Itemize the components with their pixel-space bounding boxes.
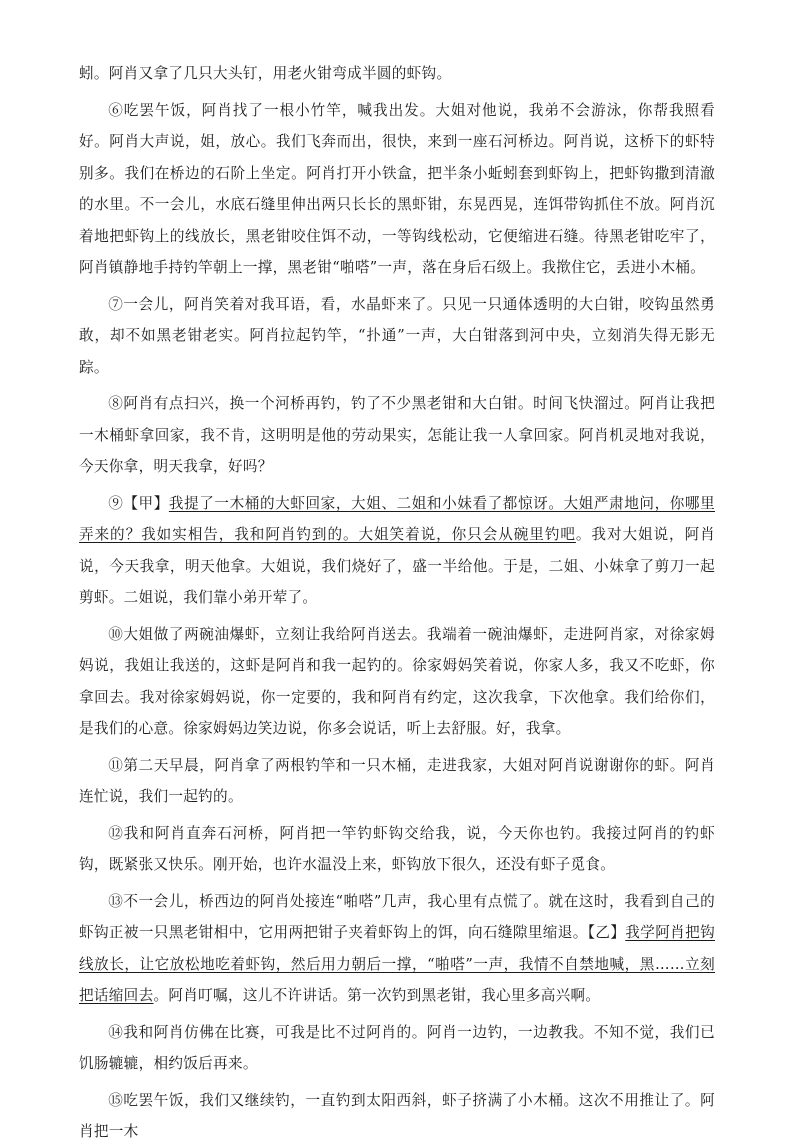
- paragraph-14: [79, 1017, 715, 1080]
- paragraph-10: [79, 619, 715, 745]
- paragraph-7: [79, 289, 715, 384]
- paragraph-text: ⑬不一会儿，桥西边的阿肖处接连“啪嗒”几声，我心里有点慌了。就在这时，我看到自己的虾钩正被一只黑老钳相中，它用两把钳子夹着虾钩上的饵，向石缝隙里缩退。【乙】: [79, 892, 715, 941]
- article-body: [79, 58, 715, 1148]
- paragraph-text: ⑭我和阿肖仿佛在比赛，可我是比不过阿肖的。阿肖一边钓，一边教我。不知不觉，我们已饥肠辘辘，相约饭后再来。: [79, 1023, 715, 1072]
- underlined-passage-jia: 我提了一木桶的大虾回家，大姐、二姐和小妹看了都惊讶。大姐严肃地问，你哪里弄来的？我如实相告，我和阿肖钓到的。大姐笑着说，你只会从碗里钓吧: [79, 494, 715, 543]
- paragraph-text: ⑥吃罢午饭，阿肖找了一根小竹竿，喊我出发。大姐对他说，我弟不会游泳，你帮我照看好。阿肖大声说，姐，放心。我们飞奔而出，很快，来到一座石河桥边。阿肖说，这桥下的虾特别多。我们在桥边的石阶上坐定。阿肖打开小铁盒，把半条小蚯蚓套到虾钩上，把虾钩撒到清澈的水里。不一会儿，水底石缝里伸出两只长长的黑虾钳，东晃西晃，连饵带钩抓住不放。阿肖沉着地把虾钩上的线放长，黑老钳咬住饵不动，一等钩线松动，它便缩进石缝。待黑老钳吃牢了，阿肖镇静地手持钓竿朝上一撑，黑老钳“啪嗒”一声，落在身后石级上。我揿住它，丢进小木桶。: [79, 101, 715, 276]
- paragraph-text: ⑦一会儿，阿肖笑着对我耳语，看，水晶虾来了。只见一只通体透明的大白钳，咬钩虽然勇敢，却不如黑老钳老实。阿肖拉起钓竿，“扑通”一声，大白钳落到河中央，立刻消失得无影无踪。: [79, 295, 715, 376]
- paragraph-text: 。我对大姐说，阿肖说，今天我拿，明天他拿。大姐说，我们烧好了，盛一半给他。于是，二姐、小妹拿了剪刀一起剪虾。二姐说，我们靠小弟开荤了。: [79, 526, 716, 606]
- paragraph-13: [79, 886, 715, 1012]
- paragraph-text: ⑮吃罢午饭，我们又继续钓，一直钓到太阳西斜，虾子挤满了小木桶。这次不用推让了。阿肖把一木: [79, 1091, 715, 1140]
- paragraph-11: [79, 750, 715, 813]
- paragraph-9: [79, 488, 715, 614]
- paragraph-text: ⑧阿肖有点扫兴，换一个河桥再钓，钓了不少黑老钳和大白钳。时间飞快溜过。阿肖让我把一木桶虾拿回家，我不肯，这明明是他的劳动果实，怎能让我一人拿回家。阿肖机灵地对我说，今天你拿，明天我拿，好吗？: [79, 395, 715, 475]
- paragraph-text: ⑫我和阿肖直奔石河桥，阿肖把一竿钓虾钩交给我，说，今天你也钓。我接过阿肖的钓虾钩，既紧张又快乐。刚开始，也许水温没上来，虾钩放下很久，还没有虾子觅食。: [79, 824, 715, 873]
- paragraph-text: 蚓。阿肖又拿了几只大头钉，用老火钳弯成半圆的虾钩。: [79, 65, 452, 82]
- paragraph-6: [79, 95, 715, 284]
- paragraph-text: ⑩大姐做了两碗油爆虾，立刻让我给阿肖送去。我端着一碗油爆虾，走进阿肖家，对徐家姆妈说，我姐让我送的，这虾是阿肖和我一起钓的。徐家姆妈笑着说，你家人多，我又不吃虾，你拿回去。我对徐家姆妈说，你一定要的，我和阿肖有约定，这次我拿，下次他拿。我们给你们，是我们的心意。徐家姆妈边笑边说，你多会说话，听上去舒服。好，我拿。: [79, 625, 715, 737]
- underlined-passage-yi: 我学阿肖把钩线放长，让它放松地吃着虾钩，然后用力朝后一撑，“啪嗒”一声，我情不自禁地喊，黑……立刻把话缩回去: [79, 924, 715, 1004]
- paragraph-continuation: [79, 58, 715, 90]
- paragraph-8: [79, 388, 715, 483]
- paragraph-15: [79, 1085, 715, 1148]
- passage-marker-jia: ⑨【甲】: [108, 494, 169, 512]
- paragraph-12: [79, 818, 715, 881]
- paragraph-text: 。阿肖叮嘱，这儿不许讲话。第一次钓到黑老钳，我心里多高兴啊。: [153, 987, 601, 1004]
- paragraph-text: ⑪第二天早晨，阿肖拿了两根钓竿和一只木桶，走进我家，大姐对阿肖说谢谢你的虾。阿肖连忙说，我们一起钓的。: [79, 756, 715, 805]
